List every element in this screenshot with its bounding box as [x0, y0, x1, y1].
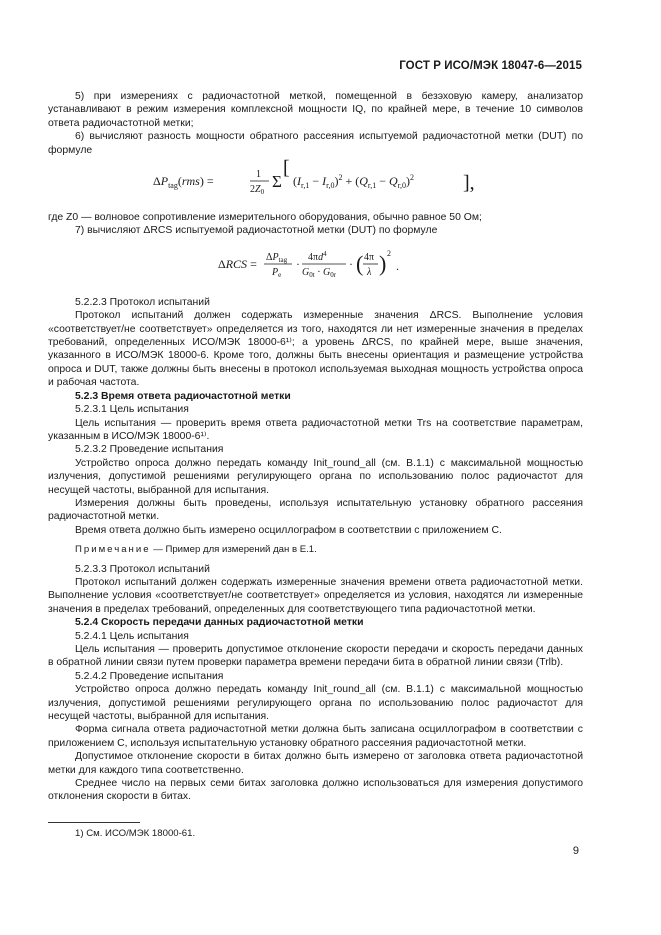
svg-text:·: · [348, 256, 353, 271]
step-7: 7) вычисляют ΔRCS испытуемой радиочастотной метки (DUT) по формуле [75, 225, 438, 237]
heading-5-2-2-3: 5.2.2.3 Протокол испытаний [75, 296, 210, 308]
svg-text:2Z0: $2Z_0$ [249, 184, 264, 197]
svg-text:(: ( [355, 250, 363, 276]
document-body [48, 90, 583, 804]
svg-text:1: 1 [255, 169, 261, 181]
formula-delta-rcs [48, 244, 583, 286]
svg-text:4π: 4π [363, 251, 374, 263]
svg-text:Σ: Σ [271, 172, 282, 192]
body-5-2-3-2-c: Время ответа должно быть измерено осциллографом в соответствии с приложением С. [75, 524, 502, 536]
heading-5-2-4: 5.2.4 Скорость передачи данных радиочастотной метки [75, 617, 364, 629]
heading-5-2-3: 5.2.3 Время ответа радиочастотной метки [75, 390, 291, 402]
note-text: — Пример для измерений дан в Е.1. [150, 544, 317, 556]
page-number: 9 [572, 845, 579, 857]
heading-5-2-3-2: 5.2.3.2 Проведение испытания [75, 444, 224, 456]
formula-delta-ptag [48, 157, 583, 201]
svg-text:ΔPtag: $\Delta P_{tag}$ [265, 251, 287, 264]
svg-text:·: · [295, 256, 300, 271]
body-5-2-3-2-a: Устройство опроса должно передать команду Init_round_all (см. B.1.1) с максимальной мощностью излучения, допустимой решениями регулирующего органа по использованию полос радиочастот для несущей частоты, выбранной для испытания. [48, 457, 583, 496]
heading-5-2-4-2: 5.2.4.2 Проведение испытания [75, 670, 224, 682]
where-z0: где Z0 — волновое сопротивление измерительного оборудования, обычно равное 50 Ом; [48, 212, 482, 224]
svg-text:2: 2 [386, 248, 391, 258]
heading-5-2-3-1: 5.2.3.1 Цель испытания [75, 404, 189, 416]
svg-text:Pe: $P_e$ [271, 266, 281, 279]
body-5-2-3-1: Цель испытания — проверить время ответа радиочастотной метки Trs на соответствие параметрам, указанным в ИСО/МЭК 18000-6¹⁾. [48, 417, 583, 442]
svg-text:G0t · G0r: $G_{0t} \cdot G_{0r}$ [301, 266, 336, 279]
svg-text:): ) [378, 250, 386, 276]
svg-text:ΔRCS =: ΔRCS = [217, 256, 257, 271]
svg-text:λ: λ [366, 266, 371, 278]
svg-text:[: [ [282, 157, 290, 180]
body-5-2-2-3: Протокол испытаний должен содержать измеренные значения ΔRCS. Выполнение условия «соответствует/не соответствует» определяется из того, находятся ли нет измеренные значения в пределах требований, определенных ИСО/МЭК 18000-6¹⁾; а уровень ΔRCS, по крайней мере, выше значения, указанного в ИСО/МЭК 18000-6. Кроме того, должны быть внесены ориентация и размещение устройства опроса и DUT, также должны быть внесены в протокол используемая выходная мощность устройства опроса и рабочая частота. [48, 310, 583, 389]
step-5: 5) при измерениях с радиочастотной меткой, помещенной в безэховую камеру, анализатор устанавливают в режим измерения комплексной мощности IQ, по крайней мере, в течение 10 символов ответа радиочастотной метки; [48, 91, 583, 129]
step-6: 6) вычисляют разность мощности обратного рассеяния испытуемой радиочастотной метки (DUT) по формуле [48, 131, 583, 156]
svg-text:],: ], [462, 172, 475, 195]
body-5-2-4-2-d: Среднее число на первых семи битах заголовка должно использоваться для измерения допустимого отклонения скорости в битах. [48, 778, 583, 803]
document-header: ГОСТ Р ИСО/МЭК 18047-6—2015 [399, 60, 582, 72]
body-5-2-3-3: Протокол испытаний должен содержать измеренные значения времени ответа радиочастотной метки. Выполнение условия «соответствует/не соответствует» определяется из условия, находятся ли измеренные значения в пределах требований, определенных для соответствующего типа радиочастотной метки. [48, 576, 583, 615]
svg-text:(Ir,1 − Ir,0)2 + (Qr,1 − Qr,0): $(I_{r,1} - I_{r,0})^2 + (Q_{r,1} - Q_{r,0})^2$ [292, 173, 414, 191]
heading-5-2-3-3: 5.2.3.3 Протокол испытаний [75, 563, 210, 575]
formula-delta-rcs-svg [216, 244, 416, 286]
note-label: Примечание [75, 544, 151, 556]
note [48, 543, 583, 556]
body-5-2-3-2-b: Измерения должны быть проведены, используя испытательную установку обратного рассеяния радиочастотной метки. [48, 497, 583, 523]
footnote: 1) См. ИСО/МЭК 18000-61. [75, 828, 196, 839]
svg-text:4πd4: $4\pi d^4$ [307, 249, 327, 263]
body-5-2-4-1: Цель испытания — проверить допустимое отклонение скорости передачи и скорость передачи данных в обратной линии связи путем проверки параметра времени передачи бита в обратной линии связи (Trlb). [48, 644, 583, 669]
heading-5-2-4-1: 5.2.4.1 Цель испытания [75, 630, 189, 642]
formula-delta-ptag-svg [151, 157, 481, 201]
body-5-2-4-2-a: Устройство опроса должно передать команду Init_round_all (см. B.1.1) с максимальной мощностью излучения, допустимой решениями регулирующего органа по использованию полос радиочастот для несущей частоты, выбранной для испытания. [48, 684, 583, 723]
svg-text:ΔPtag(rms) =: $\Delta P_{tag}(rms)$ = [152, 174, 214, 191]
body-5-2-4-2-c: Допустимое отклонение скорости в битах должно быть измерено от заголовка ответа радиочастотной метки для каждого типа соответственно. [48, 751, 583, 776]
footnote-divider [48, 822, 140, 823]
svg-text:.: . [395, 258, 399, 273]
body-5-2-4-2-b: Форма сигнала ответа радиочастотной метки должна быть записана осциллографом в соответствии с приложением С, используя испытательную установку обратного рассеяния радиочастотной метки. [48, 724, 583, 749]
